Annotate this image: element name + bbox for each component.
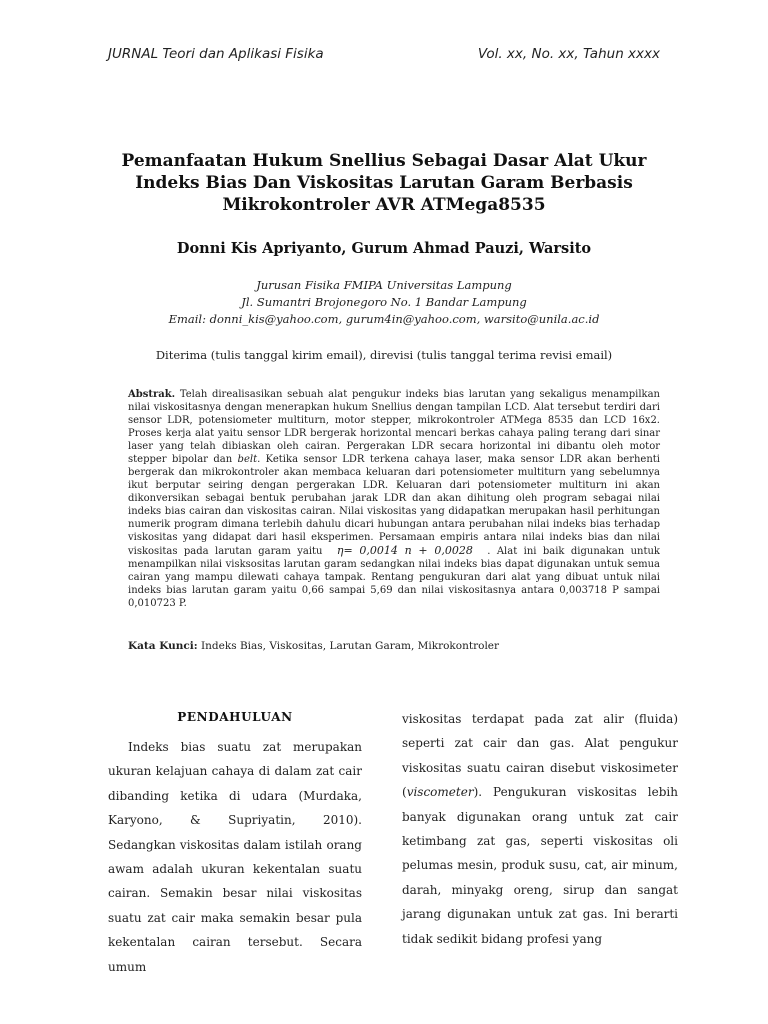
intro-paragraph: Indeks bias suatu zat merupakan ukuran kelajuan cahaya di dalam zat cair dibanding ketika di udara (Murdaka, Karyono, & Supriyatin, 2010). Sedangkan viskositas dalam istilah orang awam adalah ukuran kekentalan suatu cairan. Semakin besar nilai viskositas suatu zat cair maka semakin besar pula kekentalan cairan tersebut. Secara umum bbox=[108, 740, 362, 974]
right-text-2: ). Pengukuran viskositas lebih banyak digunakan orang untuk zat cair ketimbang zat gas, seperti viskositas oli pelumas mesin, produk susu, cat, air minum, darah, minyakg oreng, sirup dan sangat jarang digunakan untuk zat gas. Ini berarti tidak sedikit bidang profesi yang bbox=[402, 785, 678, 946]
volume-info: Vol. xx, No. xx, Tahun xxxx bbox=[477, 46, 660, 62]
empirical-equation: η= 0,0014 n + 0,0028 bbox=[336, 544, 473, 557]
authors: Donni Kis Apriyanto, Gurum Ahmad Pauzi, Warsito bbox=[176, 240, 592, 257]
keywords-text: Indeks Bias, Viskositas, Larutan Garam, Mikrokontroler bbox=[201, 640, 500, 652]
journal-name: JURNAL Teori dan Aplikasi Fisika bbox=[108, 46, 324, 62]
keywords-label: Kata Kunci: bbox=[128, 640, 198, 652]
received-dates: Diterima (tulis tanggal kirim email), direvisi (tulis tanggal terima revisi email) bbox=[155, 348, 613, 362]
paper-title: Pemanfaatan Hukum Snellius Sebagai Dasar Alat Ukur Indeks Bias Dan Viskositas Larutan Garam Berbasis Mikrokontroler AVR ATMega8535 bbox=[121, 151, 647, 215]
affiliation-email: Email: donni_kis@yahoo.com, gurum4in@yahoo.com, warsito@unila.ac.id bbox=[168, 312, 600, 326]
abstract bbox=[128, 388, 660, 610]
right-italic-term: viscometer bbox=[406, 785, 474, 800]
abstract-belt: belt. bbox=[237, 454, 261, 465]
abstract-text-1: Telah direalisasikan sebuah alat pengukur indeks bias larutan yang sekaligus menampilkan nilai viskositasnya dengan menerapkan hukum Snellius dengan tampilan LCD. Alat tersebut terdiri dari sensor LDR, potensiometer multiturn, motor stepper, mikrokontroler ATMega 8535 dan LCD 16x2. Proses kerja alat yaitu sensor LDR bergerak horizontal mencari berkas cahaya paling terang dari sinar laser yang telah dibiaskan oleh cairan. Pergerakan LDR secara horizontal ini dibantu oleh motor stepper bipolar dan bbox=[128, 389, 660, 465]
affiliation-address: Jl. Sumantri Brojonegoro No. 1 Bandar Lampung bbox=[241, 295, 527, 309]
abstract-text-2: Ketika sensor LDR terkena cahaya laser, maka sensor LDR akan berhenti bergerak dan mikrokontroler akan membaca keluaran dari potensiometer multiturn yang sebelumnya ikut berputar seiring dengan pergerakan LDR. Keluaran dari potensiometer multiturn ini akan dikonversikan sebagai bentuk perubahan jarak LDR dan akan dihitung oleh program sebagai nilai indeks bias cairan dan viskositas cairan. Nilai viskositas yang didapatkan merupakan hasil perhitungan numerik program dimana terlebih dahulu dicari hubungan antara perubahan nilai indeks bias terhadap viskositas yang didapat dari hasil eksperimen. Persamaan empiris antara nilai indeks bias dan nilai viskositas pada larutan garam yaitu bbox=[128, 454, 660, 557]
right-text-1: viskositas terdapat pada zat alir (fluida) seperti zat cair dan gas. Alat pengukur viskositas suatu cairan disebut viskosimeter ( bbox=[402, 712, 678, 800]
affiliation-dept: Jurusan Fisika FMIPA Universitas Lampung bbox=[256, 278, 512, 292]
body-column-left bbox=[108, 735, 362, 979]
abstract-label: Abstrak. bbox=[128, 389, 176, 400]
keywords bbox=[128, 640, 660, 652]
abstract-text-3: . Alat ini baik digunakan untuk menampilkan nilai visksositas larutan garam sedangkan nilai indeks bias dapat digunakan untuk semua cairan yang mampu dilewati cahaya tampak. Rentang pengukuran dari alat yang dibuat untuk nilai indeks bias larutan garam yaitu 0,66 sampai 5,69 dan nilai viskositasnya antara 0,003718 P sampai 0,010723 P. bbox=[128, 546, 660, 609]
section-heading: PENDAHULUAN bbox=[177, 710, 293, 724]
body-column-right bbox=[402, 707, 678, 951]
affiliation bbox=[110, 277, 658, 328]
running-header bbox=[108, 46, 660, 66]
